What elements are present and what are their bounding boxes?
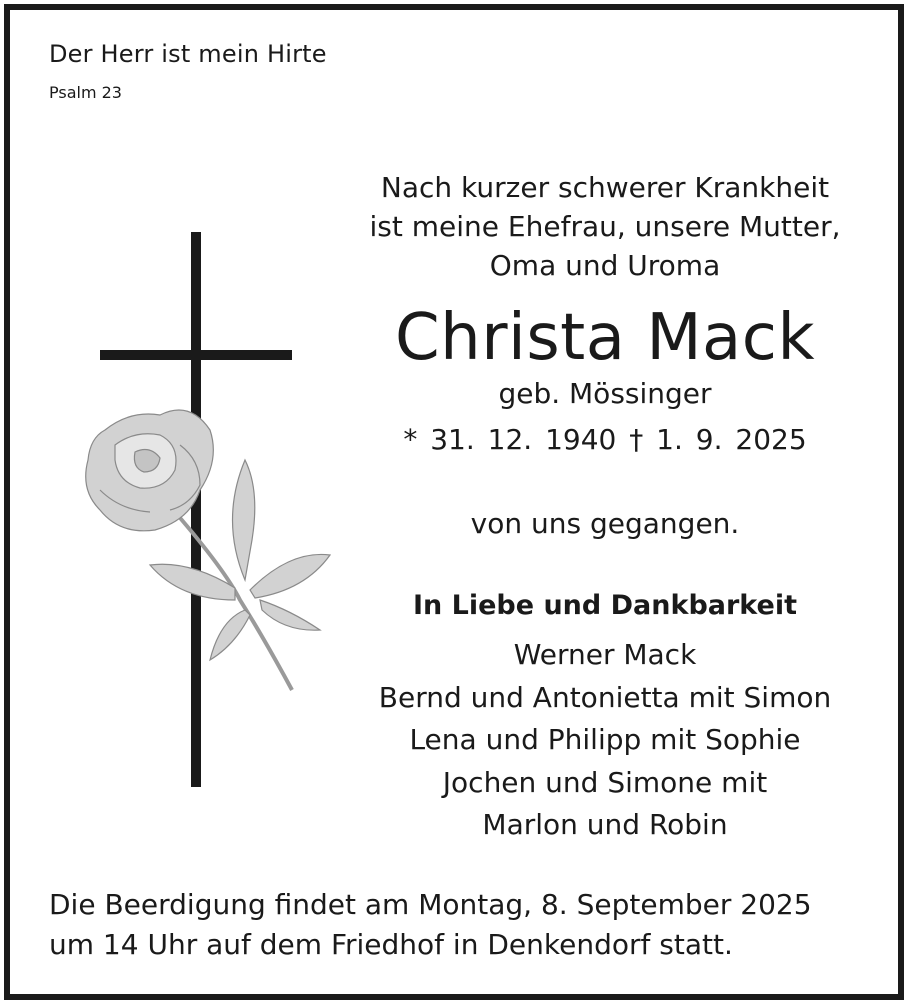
intro-text	[340, 168, 870, 285]
family-line: Bernd und Antonietta mit Simon	[378, 680, 832, 714]
rose-icon	[86, 410, 330, 690]
family-line: Marlon und Robin	[482, 808, 728, 841]
cross-rose-illustration	[40, 220, 340, 800]
funeral-line: Die Beerdigung findet am Montag, 8. September 2025	[49, 888, 812, 921]
family-list	[340, 634, 870, 847]
intro-line: Nach kurzer schwerer Krankheit	[380, 171, 830, 204]
family-line: Lena und Philipp mit Sophie	[409, 723, 801, 756]
funeral-line: um 14 Uhr auf dem Friedhof in Denkendorf statt.	[49, 928, 733, 961]
intro-line: ist meine Ehefrau, unsere Mutter,	[369, 210, 841, 243]
birth-name: geb. Mössinger	[498, 377, 712, 410]
life-dates: * 31. 12. 1940 † 1. 9. 2025	[403, 423, 807, 456]
passed-text: von uns gegangen.	[470, 507, 740, 540]
family-line: Werner Mack	[513, 638, 697, 671]
family-line: Jochen und Simone mit	[442, 765, 768, 799]
funeral-info	[49, 885, 869, 965]
love-heading: In Liebe und Dankbarkeit	[412, 590, 798, 621]
intro-line: Oma und Uroma	[489, 249, 721, 282]
psalm-reference: Psalm 23	[49, 83, 122, 102]
deceased-name: Christa Mack	[394, 301, 816, 375]
motto-text: Der Herr ist mein Hirte	[49, 40, 327, 68]
